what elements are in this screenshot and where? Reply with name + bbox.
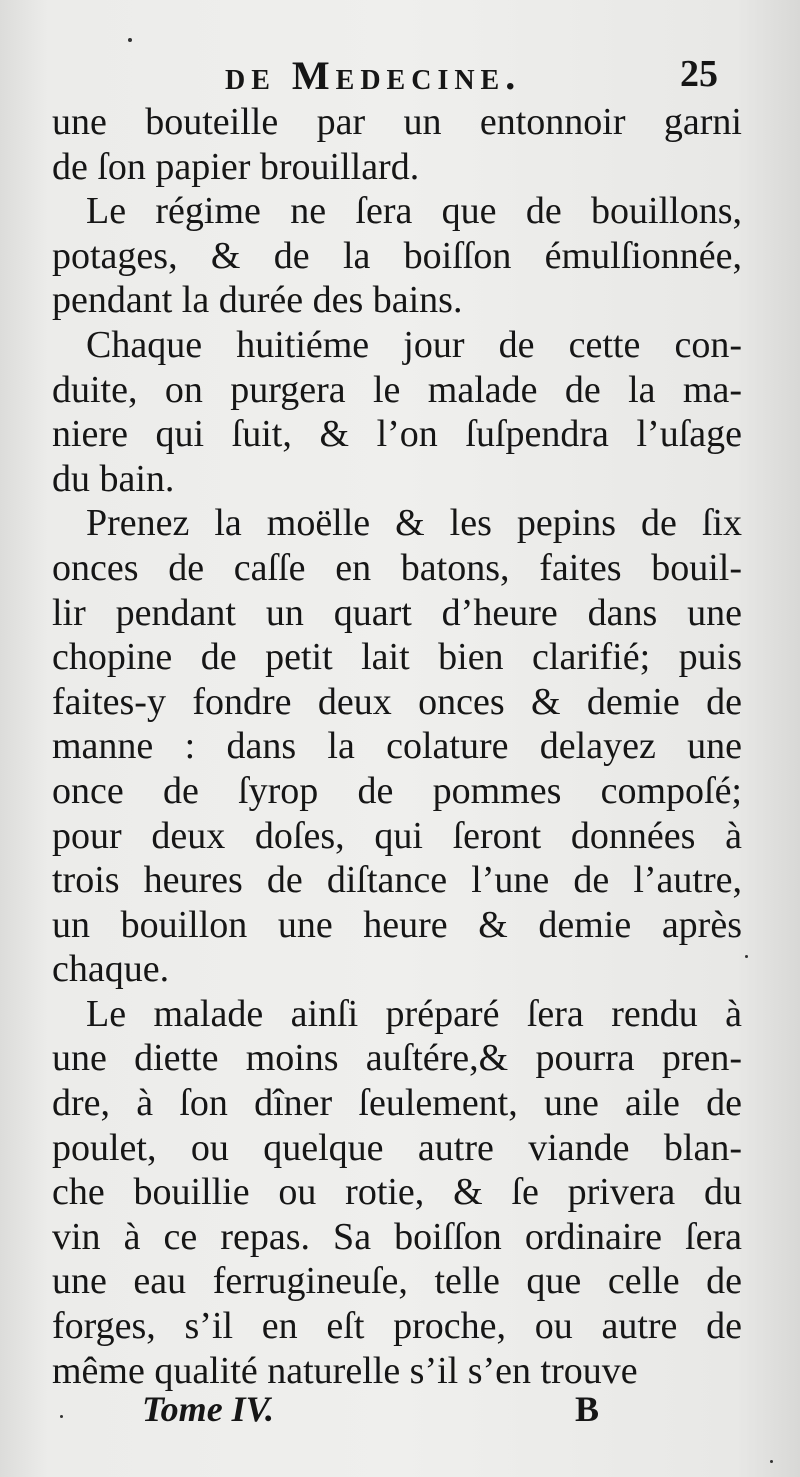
text-line: Prenez la moëlle & les pepins de ſix [86, 502, 742, 545]
page-header [0, 52, 800, 102]
text-line: once de ſyrop de pommes compoſé; [52, 769, 742, 812]
text-line: Le malade ainſi préparé ſera rendu à [86, 992, 742, 1035]
text-line: duite, on purgera le malade de la ma- [52, 368, 742, 411]
text-line: manne : dans la colature delayez une [52, 725, 742, 768]
text-line: niere qui ſuit, & l’on ſuſpendra l’uſage [52, 413, 742, 456]
ink-speck [770, 1460, 773, 1463]
paragraph [52, 992, 742, 1393]
text-line: lir pendant un quart d’heure dans une [52, 591, 742, 634]
text-line: même qualité naturelle s’il s’en trouve [52, 1349, 638, 1392]
text-line: trois heures de diſtance l’une de l’autre, [52, 859, 742, 902]
text-line: forges, s’il en eſt proche, ou autre de [52, 1305, 742, 1348]
text-line: pendant la durée des bains. [52, 279, 463, 322]
signature-tome: Tome IV. [142, 1389, 275, 1429]
text-line: une diette moins auſtére,& pourra pren- [52, 1037, 742, 1080]
text-line: un bouillon une heure & demie après [52, 903, 742, 946]
ink-speck [128, 38, 132, 42]
text-line: Le régime ne ſera que de bouillons, [86, 190, 742, 233]
text-line: potages, & de la boiſſon émulſionnée, [52, 234, 742, 277]
text-line: pour deux doſes, qui ſeront données à [52, 814, 742, 857]
page-footer [0, 1388, 800, 1438]
text-line: faites-y fondre deux onces & demie de [52, 680, 742, 723]
text-line: une eau ferrugineuſe, telle que celle de [52, 1260, 742, 1303]
paragraph [52, 323, 742, 501]
signature-mark: B [575, 1389, 600, 1429]
body-text [52, 100, 742, 1393]
ink-speck [60, 1415, 63, 1418]
text-line: onces de caſſe en batons, faites bouil- [52, 546, 742, 589]
running-title: de Medecine. [225, 53, 522, 98]
paragraph [52, 100, 742, 189]
text-line: du bain. [52, 457, 175, 500]
paragraph [52, 189, 742, 323]
text-line: dre, à ſon dîner ſeulement, une aile de [52, 1082, 742, 1125]
text-line: poulet, ou quelque autre viande blan- [52, 1126, 742, 1169]
text-line: che bouillie ou rotie, & ſe privera du [52, 1171, 742, 1214]
paragraph [52, 501, 742, 992]
ink-speck [745, 955, 748, 958]
text-line: vin à ce repas. Sa boiſſon ordinaire ſera [52, 1215, 742, 1258]
text-line: chopine de petit lait bien clarifié; puis [52, 636, 742, 679]
text-line: chaque. [52, 948, 170, 991]
text-line: de ſon papier brouillard. [52, 145, 420, 188]
text-line: Chaque huitiéme jour de cette con- [86, 323, 742, 366]
page-number: 25 [680, 53, 718, 95]
text-line: une bouteille par un entonnoir garni [52, 101, 742, 143]
